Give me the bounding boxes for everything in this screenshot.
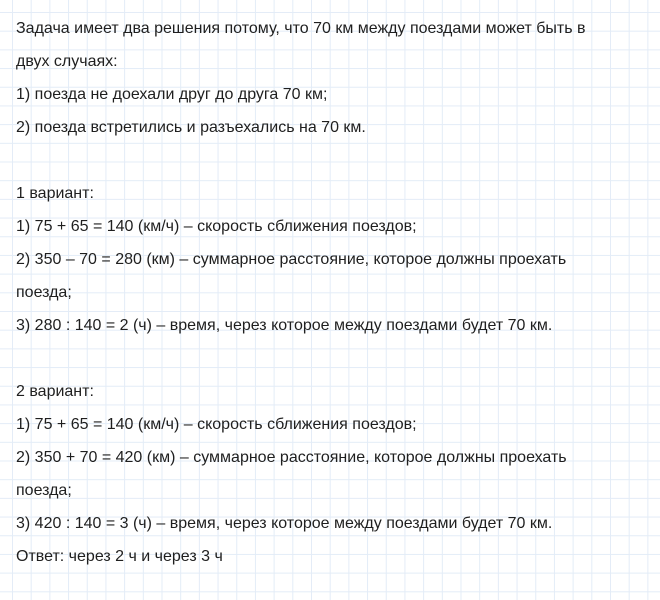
variant-2-title: 2 вариант: <box>16 383 94 400</box>
variant-2-step-2-cont: поезда; <box>16 482 72 499</box>
intro-line-1: Задача имеет два решения потому, что 70 км между поездами может быть в <box>16 20 586 37</box>
variant-2-step-3: 3) 420 : 140 = 3 (ч) – время, через которое между поездами будет 70 км. <box>16 515 553 532</box>
variant-1-step-2: 2) 350 – 70 = 280 (км) – суммарное расстояние, которое должны проехать <box>16 251 567 268</box>
variant-1-title: 1 вариант: <box>16 185 94 202</box>
spacer <box>16 342 646 375</box>
variant-2-step-2: 2) 350 + 70 = 420 (км) – суммарное расстояние, которое должны проехать <box>16 449 567 466</box>
variant-2-step-1: 1) 75 + 65 = 140 (км/ч) – скорость сближения поездов; <box>16 416 417 433</box>
variant-1-step-2-cont: поезда; <box>16 284 72 301</box>
intro-line-2: двух случаях: <box>16 53 118 70</box>
solution-document <box>16 12 646 573</box>
intro-case-2: 2) поезда встретились и разъехались на 70 км. <box>16 119 366 136</box>
spacer <box>16 144 646 177</box>
variant-1-step-3: 3) 280 : 140 = 2 (ч) – время, через которое между поездами будет 70 км. <box>16 317 553 334</box>
intro-case-1: 1) поезда не доехали друг до друга 70 км; <box>16 86 328 103</box>
answer-line: Ответ: через 2 ч и через 3 ч <box>16 548 223 565</box>
variant-1-step-1: 1) 75 + 65 = 140 (км/ч) – скорость сближения поездов; <box>16 218 417 235</box>
